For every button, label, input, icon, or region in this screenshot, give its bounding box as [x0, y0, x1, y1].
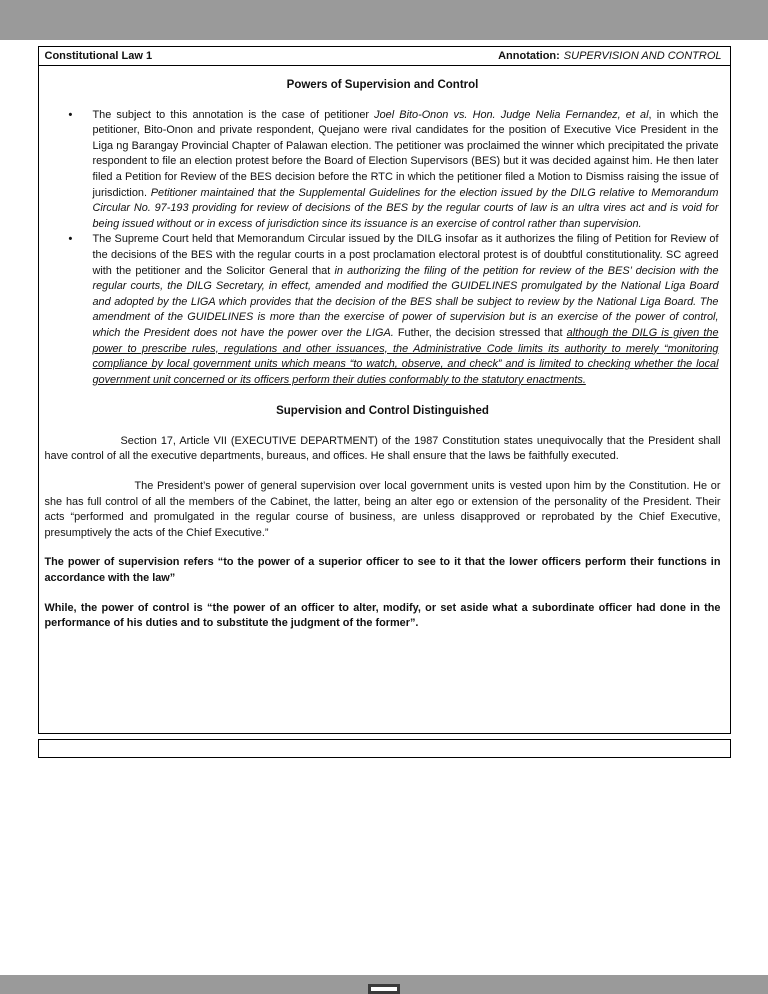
document-frame: [38, 46, 731, 734]
next-page-fragment: [368, 984, 400, 994]
bullet-item: [45, 232, 721, 388]
header-annotation-value: SUPERVISION AND CONTROL: [563, 50, 722, 62]
document-title: Powers of Supervision and Control: [286, 79, 479, 91]
bullet-marker: •: [68, 233, 73, 246]
header-annotation-label: Annotation:: [498, 50, 560, 62]
header-course-title: Constitutional Law 1: [44, 50, 153, 62]
bullet-item: [45, 108, 721, 233]
bullet-text: The subject to this annotation is the case of petitioner Joel Bito-Onon vs. Hon. Judge Nelia Fernandez, et al, in which the petitioner, Bito-Onon and private respondent, Quejano were rival candidates for the position of Executive Vice President in the Liga ng Barangay Provincial Chapter of Palawan election. The petitioner was proclaimed the winner which precipitated the private respondent to file an election protest before the Board of Election Supervisors (BES) but it was decided against him. He then later filed a Petition for Review of the BES decision before the RTC in which the petitioner filed a Motion to Dismiss raising the issue of jurisdiction. Petitioner maintained that the Supplemental Guidelines for the election issued by the DILG relative to Memorandum Circular No. 97-193 providing for review of decisions of the BES by the regular courts of law is an ultra vires act and is void for being issued without or in excess of jurisdiction since its issuance is an exercise of control rather than supervision.: [92, 108, 719, 230]
document-page: [0, 40, 768, 975]
section-heading: Supervision and Control Distinguished: [276, 405, 489, 418]
document-body: [39, 66, 730, 632]
footer-box: [38, 739, 731, 758]
paragraph: Section 17, Article VII (EXECUTIVE DEPARTMENT) of the 1987 Constitution states unequivocally that the President shall have control of all the executive departments, bureaus, and offices. He shall ensure that the laws be faithfully executed.: [44, 434, 721, 463]
paragraph: The President’s power of general supervision over local government units is vested upon him by the Constitution. He or she has full control of all the members of the Cabinet, the latter, being an alter ego or extension of the personality of the President. Their acts “performed and promulgated in the regular course of business, are unless disapproved or reprobated by the Chief Executive, presumptively the acts of the Chief Executive.”: [44, 480, 721, 539]
paragraph: While, the power of control is “the power of an officer to alter, modify, or set aside what a subordinate officer had done in the performance of his duties and to substitute the judgment of the former”.: [44, 601, 721, 630]
bullet-text: The Supreme Court held that Memorandum Circular issued by the DILG insofar as it authorizes the filing of Petition for Review of the decisions of the BES with the regular courts in a post proclamation electoral protest is of doubtful constitutionality. SC agreed with the petitioner and the Solicitor General that in authorizing the filing of the petition for review of the BES’ decision with the regular courts, the DILG Secretary, in effect, amended and modified the GUIDELINES promulgated by the National Liga Board and adopted by the LIGA which provides that the decision of the BES shall be subject to review by the National Liga Board. The amendment of the GUIDELINES is more than the exercise of power of supervision but is an exercise of the power of control, which the President does not have the power over the LIGA. Futher, the decision stressed that although the DILG is given the power to prescribe rules, regulations and other issuances, the Administrative Code limits its authority to merely “monitoring compliance by local government units which means “to watch, observe, and check” and is limited to checking whether the local government unit concerned or its officers perform their duties conformably to the statutory enactments.: [92, 233, 719, 386]
header-annotation: [498, 50, 721, 62]
bullet-marker: •: [68, 108, 73, 121]
document-header: [39, 47, 730, 66]
paragraph: The power of supervision refers “to the power of a superior officer to see to it that the lower officers perform their functions in accordance with the law”: [44, 556, 721, 585]
bullet-list: [45, 108, 721, 389]
